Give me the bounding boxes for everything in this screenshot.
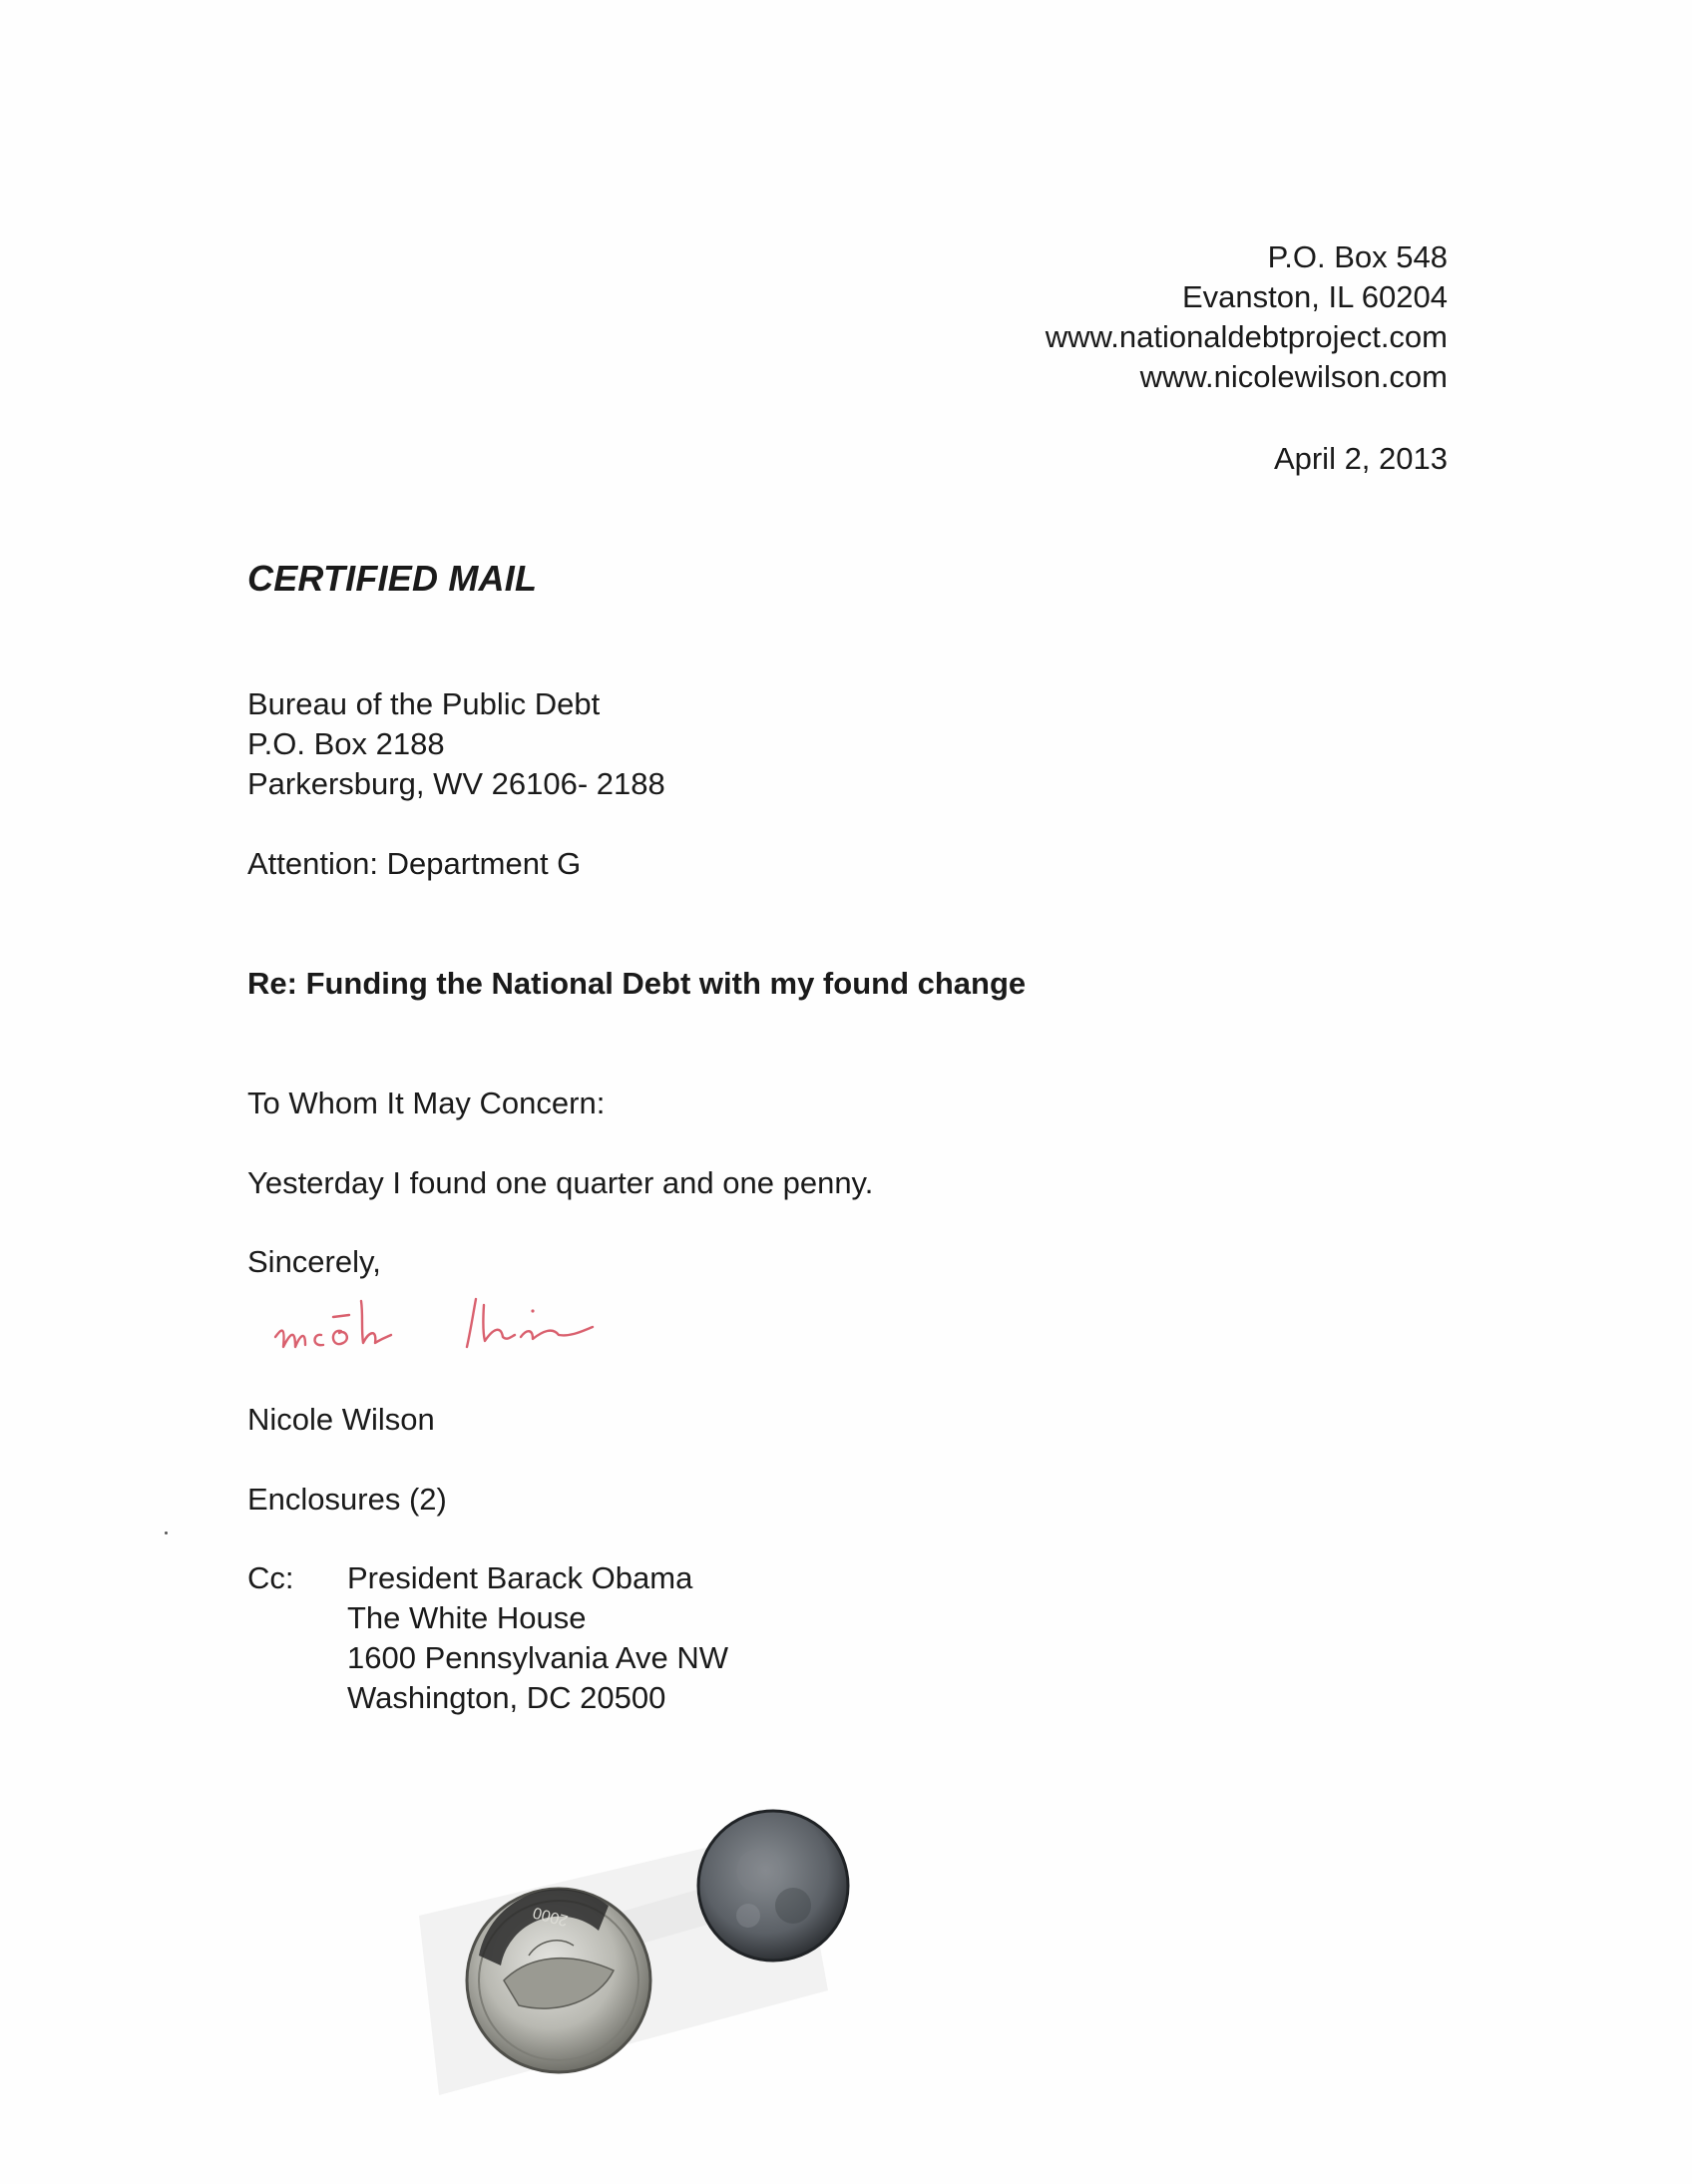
cc-address-line: The White House [347, 1600, 587, 1635]
quarter-coin [467, 1889, 650, 2072]
scan-speck [165, 1531, 168, 1534]
cc-label: Cc: [247, 1560, 294, 1595]
sender-address-line: P.O. Box 548 [1267, 239, 1448, 274]
quarter-year: 2000 [531, 1903, 571, 1930]
recipient-address [247, 684, 665, 804]
subject-line: Re: Funding the National Debt with my found change [247, 966, 1027, 1001]
cc-address-line: Washington, DC 20500 [347, 1680, 666, 1715]
handwritten-signature [271, 1285, 650, 1380]
enclosures-note: Enclosures (2) [247, 1482, 447, 1517]
mail-type-heading: CERTIFIED MAIL [247, 558, 538, 599]
recipient-address-line: Parkersburg, WV 26106- 2188 [247, 766, 665, 801]
letter-body: Yesterday I found one quarter and one penny. [247, 1165, 874, 1200]
sender-website-line: www.nationaldebtproject.com [1045, 319, 1448, 354]
salutation: To Whom It May Concern: [247, 1086, 606, 1120]
cc-address-line: 1600 Pennsylvania Ave NW [347, 1640, 728, 1675]
sender-website-line: www.nicolewilson.com [1139, 359, 1448, 394]
sender-address-line: Evanston, IL 60204 [1182, 279, 1448, 314]
cc-address-line: President Barack Obama [347, 1560, 693, 1595]
sender-address [1046, 237, 1448, 397]
penny-coin [698, 1811, 848, 1961]
attention-line: Attention: Department G [247, 846, 582, 881]
signer-name: Nicole Wilson [247, 1402, 435, 1437]
closing: Sincerely, [247, 1244, 381, 1279]
recipient-address-line: Bureau of the Public Debt [247, 686, 601, 721]
recipient-address-line: P.O. Box 2188 [247, 726, 445, 761]
cc-recipient-address [347, 1558, 728, 1718]
letter-date: April 2, 2013 [1273, 441, 1448, 476]
taped-coins [409, 1766, 928, 2105]
